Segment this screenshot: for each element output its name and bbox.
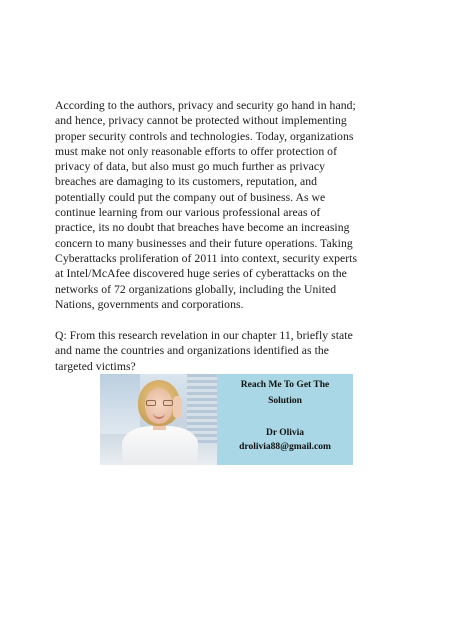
body-paragraph xyxy=(55,98,405,312)
text-line: at Intel/McAfee discovered huge series of cyberattacks on the xyxy=(55,267,347,281)
question-line: and name the countries and organizations identified as the xyxy=(55,344,330,358)
text-line: concern to many businesses and their future operations. Taking xyxy=(55,236,353,250)
woman-photo xyxy=(100,374,217,465)
contact-box xyxy=(217,374,353,465)
text-line: Cyberattacks proliferation of 2011 into context, security experts xyxy=(55,251,358,265)
text-line: potentially could put the company out of business. As we xyxy=(55,190,326,204)
text-line: According to the authors, privacy and security go hand in hand; xyxy=(55,99,356,112)
text-line: proper security controls and technologies. Today, organizations xyxy=(55,129,354,143)
banner-heading: Reach Me To Get The xyxy=(240,380,330,390)
text-line: Nations, governments and corporations. xyxy=(55,297,244,311)
banner-subheading: Solution xyxy=(268,396,302,406)
contact-email: drolivia88@gmail.com xyxy=(239,442,331,452)
text-line: continue learning from our various professional areas of xyxy=(55,206,321,220)
question-line: targeted victims? xyxy=(55,359,136,373)
question-paragraph xyxy=(55,328,405,374)
text-line: networks of 72 organizations globally, including the United xyxy=(55,282,337,296)
contact-name: Dr Olivia xyxy=(265,428,305,438)
text-line: breaches are damaging to its customers, reputation, and xyxy=(55,175,318,189)
text-line: and hence, privacy cannot be protected without implementing xyxy=(55,114,347,128)
contact-banner xyxy=(100,374,353,465)
question-line: Q: From this research revelation in our chapter 11, briefly state xyxy=(55,329,353,342)
text-line: practice, its no doubt that breaches have become an increasing xyxy=(55,221,350,235)
text-line: privacy of data, but also must go much further as privacy xyxy=(55,160,325,174)
text-line: must make not only reasonable efforts to offer protection of xyxy=(55,144,338,158)
